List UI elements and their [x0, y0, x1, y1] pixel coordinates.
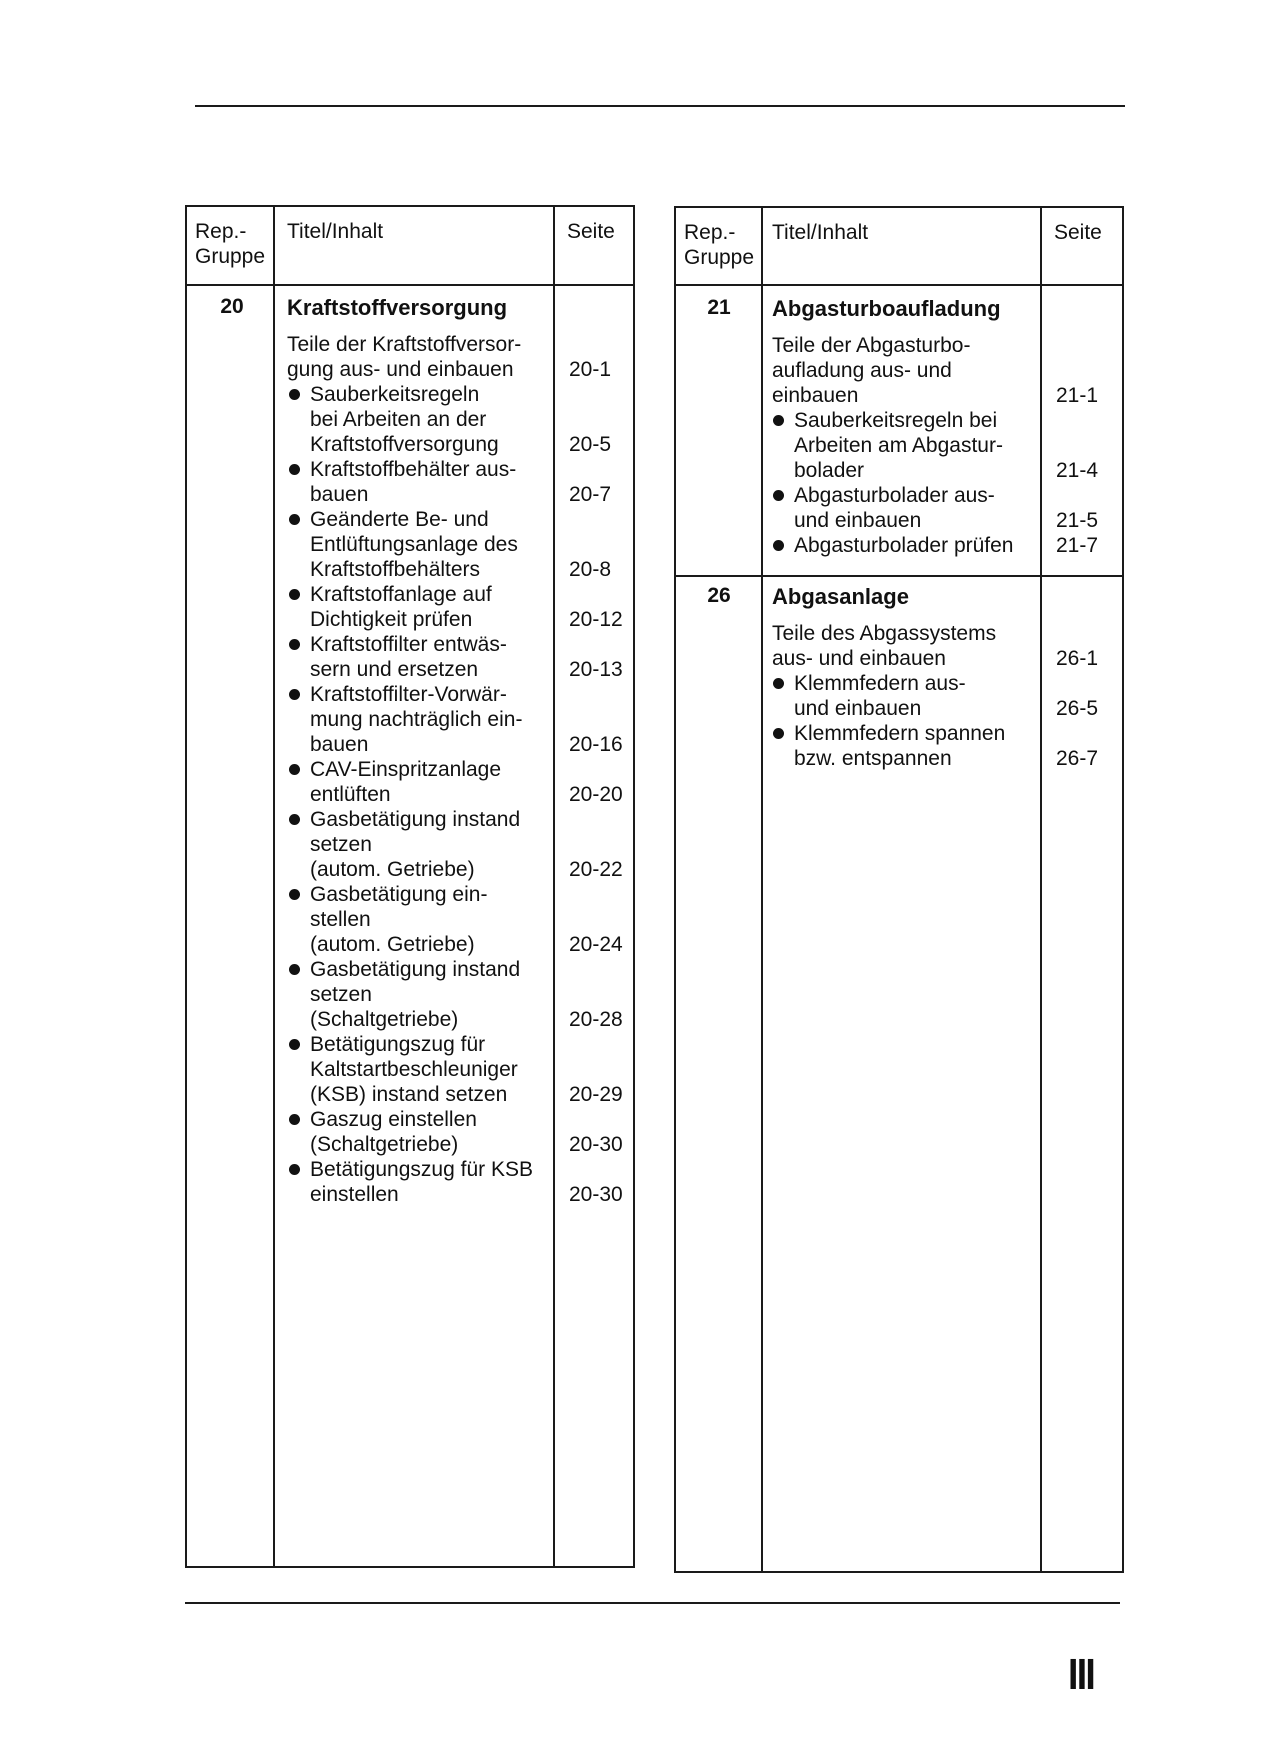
- bullet-icon: [289, 589, 300, 600]
- toc-line: Sauberkeitsregeln bei: [794, 409, 998, 432]
- bullet-icon: [289, 389, 300, 400]
- bullet-icon: [773, 728, 784, 739]
- toc-line: (KSB) instand setzen: [310, 1083, 508, 1106]
- column-divider: [553, 207, 555, 1566]
- bullet-icon: [289, 1039, 300, 1050]
- bullet-icon: [289, 514, 300, 525]
- toc-line: sern und ersetzen: [310, 658, 479, 681]
- page-ref: 21-4: [1056, 459, 1099, 482]
- toc-line: bauen: [310, 733, 369, 756]
- toc-line: setzen: [310, 983, 372, 1006]
- toc-line: entlüften: [310, 783, 391, 806]
- page-ref: 20-7: [569, 483, 612, 506]
- header-title: Titel/Inhalt: [772, 221, 869, 244]
- page-ref: 20-1: [569, 358, 612, 381]
- toc-line: Gasbetätigung ein-: [310, 883, 488, 906]
- toc-line: Kraftstoffilter-Vorwär-: [310, 683, 507, 706]
- toc-line: (Schaltgetriebe): [310, 1133, 459, 1156]
- bullet-icon: [773, 678, 784, 689]
- bullet-icon: [289, 889, 300, 900]
- group-title: Abgasanlage: [772, 584, 909, 609]
- bullet-icon: [289, 1164, 300, 1175]
- toc-line: bolader: [794, 459, 865, 482]
- header-group: Rep.- Gruppe: [684, 221, 755, 269]
- toc-table-left: [185, 205, 635, 1568]
- toc-line: und einbauen: [794, 697, 922, 720]
- toc-line: (autom. Getriebe): [310, 858, 475, 881]
- header-page: Seite: [567, 220, 615, 243]
- bullet-icon: [289, 814, 300, 825]
- page-ref: 20-24: [569, 933, 623, 956]
- bullet-icon: [289, 464, 300, 475]
- toc-line: Betätigungszug für: [310, 1033, 486, 1056]
- toc-line: setzen: [310, 833, 372, 856]
- toc-line: Klemmfedern aus-: [794, 672, 966, 695]
- page-ref: 21-7: [1056, 534, 1099, 557]
- group-number: 20: [220, 295, 244, 318]
- bullet-icon: [289, 1114, 300, 1125]
- header-divider: [187, 284, 633, 286]
- page-ref: 20-22: [569, 858, 623, 881]
- toc-line: Abgasturbolader prüfen: [794, 534, 1014, 557]
- toc-line: einstellen: [310, 1183, 399, 1206]
- toc-line: Kraftstoffversorgung: [310, 433, 499, 456]
- page-number: III: [1068, 1650, 1095, 1699]
- group-title: Abgasturboaufladung: [772, 296, 1001, 321]
- header-divider: [676, 284, 1122, 286]
- page-ref: 21-1: [1056, 384, 1099, 407]
- bullet-icon: [289, 964, 300, 975]
- toc-line: Betätigungszug für KSB: [310, 1158, 533, 1181]
- bullet-icon: [289, 764, 300, 775]
- column-divider: [273, 207, 275, 1566]
- toc-line: bauen: [310, 483, 369, 506]
- page-ref: 20-30: [569, 1133, 623, 1156]
- page-ref: 20-30: [569, 1183, 623, 1206]
- section-divider: [676, 575, 1122, 577]
- page-ref: 26-7: [1056, 747, 1099, 770]
- toc-line: Gasbetätigung instand: [310, 808, 521, 831]
- header-page: Seite: [1054, 221, 1102, 244]
- toc-line: mung nachträglich ein-: [310, 708, 523, 731]
- top-rule: [195, 105, 1125, 107]
- header-group: Rep.- Gruppe: [195, 220, 266, 268]
- toc-line: Abgasturbolader aus-: [794, 484, 995, 507]
- toc-line: Teile der Kraftstoffversor-: [287, 333, 522, 356]
- toc-line: Klemmfedern spannen: [794, 722, 1006, 745]
- page-ref: 20-8: [569, 558, 612, 581]
- toc-line: Teile des Abgassystems: [772, 622, 997, 645]
- toc-line: bei Arbeiten an der: [310, 408, 487, 431]
- page-ref: 20-12: [569, 608, 623, 631]
- page-ref: 20-28: [569, 1008, 623, 1031]
- bottom-rule: [185, 1602, 1120, 1604]
- page-ref: 26-1: [1056, 647, 1099, 670]
- toc-line: Kraftstoffilter entwäs-: [310, 633, 507, 656]
- toc-line: einbauen: [772, 384, 859, 407]
- bullet-icon: [773, 415, 784, 426]
- toc-line: Kraftstoffanlage auf: [310, 583, 492, 606]
- toc-line: Sauberkeitsregeln: [310, 383, 480, 406]
- page-ref: 20-5: [569, 433, 612, 456]
- page-ref: 21-5: [1056, 509, 1099, 532]
- toc-line: (Schaltgetriebe): [310, 1008, 459, 1031]
- toc-line: Gaszug einstellen: [310, 1108, 477, 1131]
- bullet-icon: [773, 540, 784, 551]
- toc-line: gung aus- und einbauen: [287, 358, 514, 381]
- page-ref: 20-29: [569, 1083, 623, 1106]
- toc-line: Entlüftungsanlage des: [310, 533, 518, 556]
- bullet-icon: [773, 490, 784, 501]
- group-number: 21: [707, 296, 731, 319]
- column-divider: [1040, 208, 1042, 1571]
- page-ref: 20-13: [569, 658, 623, 681]
- page-ref: 26-5: [1056, 697, 1099, 720]
- toc-line: aus- und einbauen: [772, 647, 946, 670]
- toc-line: Arbeiten am Abgastur-: [794, 434, 1003, 457]
- toc-line: Kraftstoffbehälter aus-: [310, 458, 517, 481]
- page-ref: 20-20: [569, 783, 623, 806]
- header-title: Titel/Inhalt: [287, 220, 384, 243]
- toc-line: bzw. entspannen: [794, 747, 952, 770]
- group-title: Kraftstoffversorgung: [287, 295, 508, 320]
- toc-line: CAV-Einspritzanlage: [310, 758, 502, 781]
- toc-line: Dichtigkeit prüfen: [310, 608, 473, 631]
- toc-line: und einbauen: [794, 509, 922, 532]
- toc-line: Gasbetätigung instand: [310, 958, 521, 981]
- toc-line: Teile der Abgasturbo-: [772, 334, 971, 357]
- page-ref: 20-16: [569, 733, 623, 756]
- bullet-icon: [289, 639, 300, 650]
- toc-line: (autom. Getriebe): [310, 933, 475, 956]
- group-number: 26: [707, 584, 731, 607]
- toc-line: Kaltstartbeschleuniger: [310, 1058, 518, 1081]
- toc-line: Geänderte Be- und: [310, 508, 489, 531]
- toc-line: aufladung aus- und: [772, 359, 952, 382]
- bullet-icon: [289, 689, 300, 700]
- toc-line: stellen: [310, 908, 371, 931]
- toc-table-right: [674, 206, 1124, 1573]
- toc-line: Kraftstoffbehälters: [310, 558, 481, 581]
- column-divider: [761, 208, 763, 1571]
